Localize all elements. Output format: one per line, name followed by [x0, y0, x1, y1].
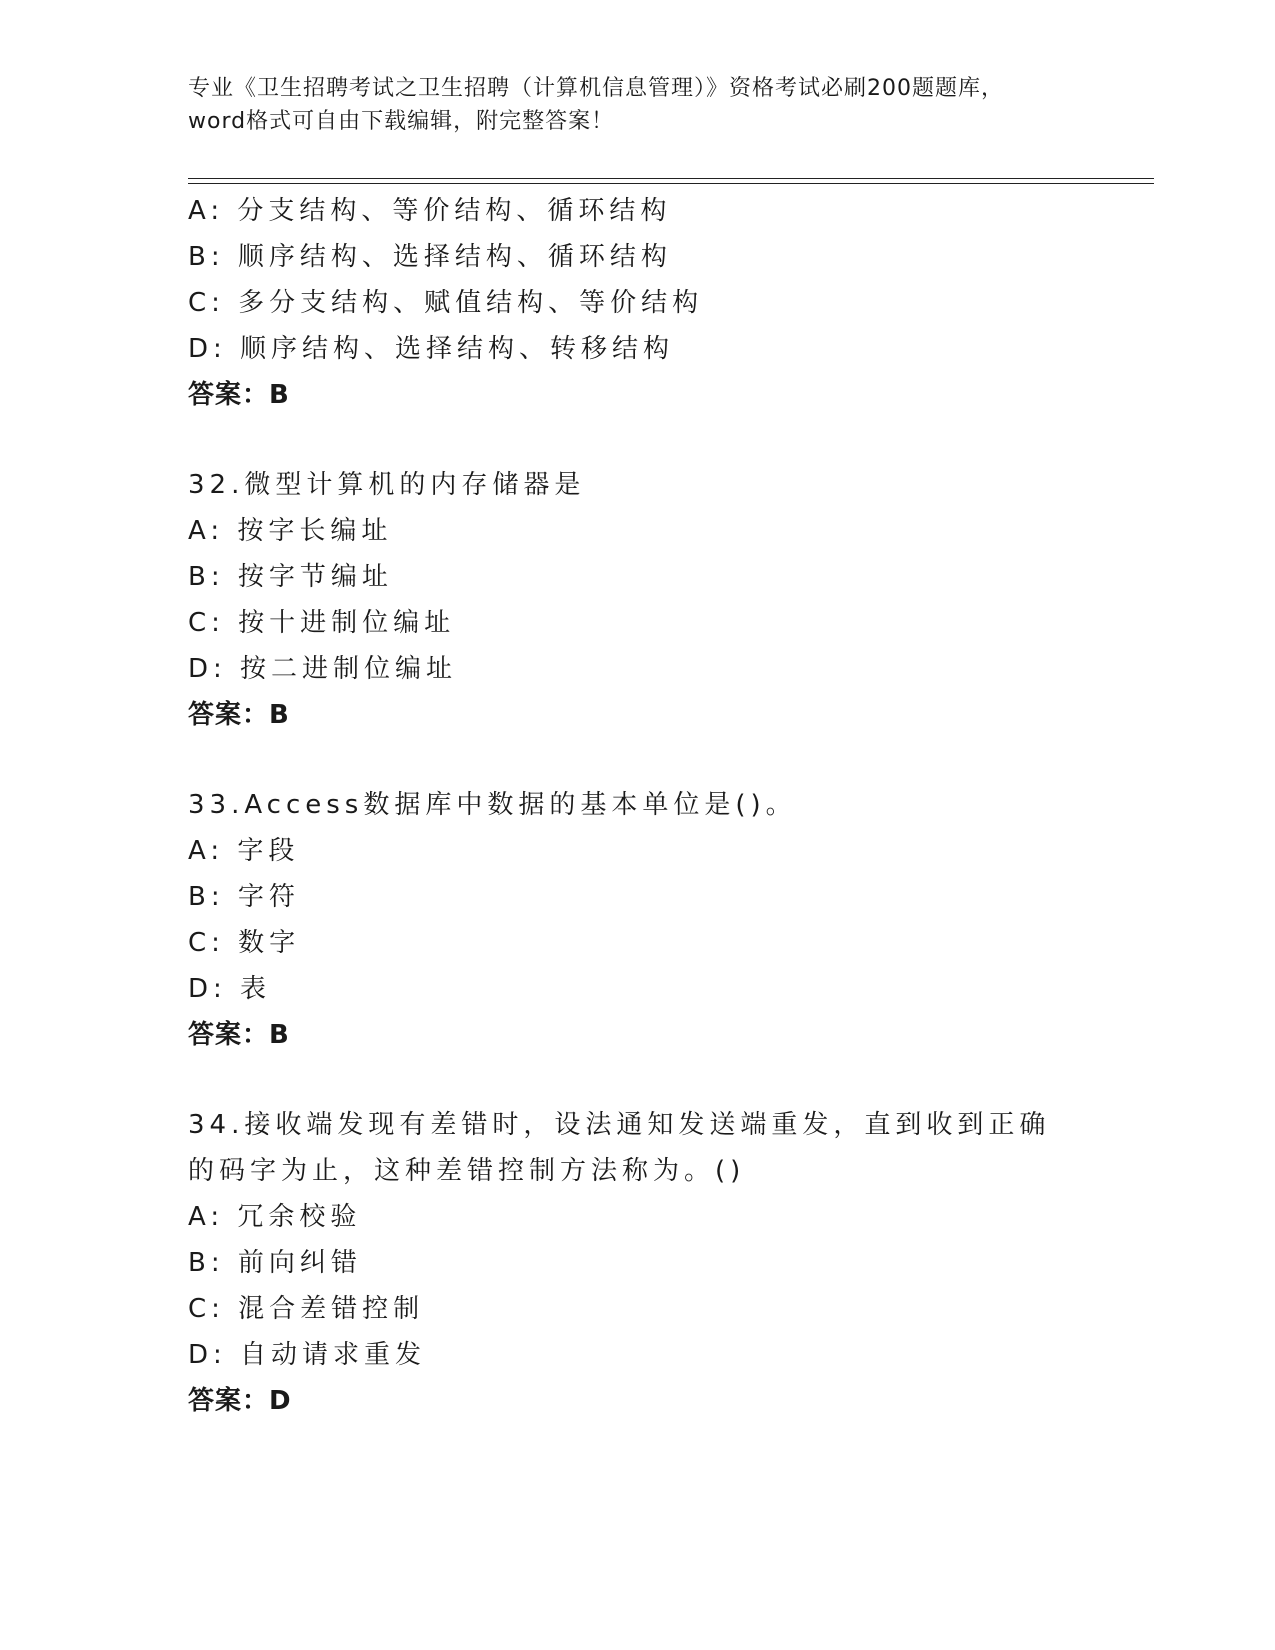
option-c: C: 数字 — [188, 928, 301, 958]
question-stem: 33.Access数据库中数据的基本单位是()。 — [188, 790, 797, 820]
question-stem: 32.微型计算机的内存储器是 — [188, 470, 586, 500]
answer: 答案：B — [188, 700, 290, 730]
header-divider-bottom — [188, 183, 1154, 184]
option-b: B: 前向纠错 — [188, 1248, 362, 1278]
option-a: A: 字段 — [188, 836, 300, 866]
option-a: A: 按字长编址 — [188, 516, 393, 546]
question-34 — [188, 1102, 1088, 1424]
option-b: B: 顺序结构、选择结构、循环结构 — [188, 242, 672, 272]
question-33 — [188, 782, 1088, 1058]
option-d: D: 表 — [188, 974, 272, 1004]
option-d: D: 顺序结构、选择结构、转移结构 — [188, 334, 675, 364]
option-a: A: 分支结构、等价结构、循环结构 — [188, 196, 672, 226]
question-32 — [188, 462, 1088, 738]
header-line-1: 专业《卫生招聘考试之卫生招聘（计算机信息管理）》资格考试必刷200题题库， — [188, 76, 1004, 101]
header-divider-top — [188, 178, 1154, 179]
option-a: A: 冗余校验 — [188, 1202, 362, 1232]
question-stem: 34.接收端发现有差错时，设法通知发送端重发，直到收到正确的码字为止，这种差错控制方法称为。() — [188, 1110, 1051, 1186]
option-c: C: 混合差错控制 — [188, 1294, 425, 1324]
document-header — [188, 72, 1088, 138]
option-c: C: 多分支结构、赋值结构、等价结构 — [188, 288, 704, 318]
answer: 答案：D — [188, 1386, 292, 1416]
option-d: D: 按二进制位编址 — [188, 654, 458, 684]
header-line-2: word格式可自由下载编辑，附完整答案！ — [188, 109, 615, 134]
question-list — [188, 188, 1088, 1424]
option-d: D: 自动请求重发 — [188, 1340, 427, 1370]
answer: 答案：B — [188, 1020, 290, 1050]
question-31-continued — [188, 188, 1088, 418]
option-c: C: 按十进制位编址 — [188, 608, 456, 638]
option-b: B: 按字节编址 — [188, 562, 393, 592]
option-b: B: 字符 — [188, 882, 300, 912]
answer: 答案：B — [188, 380, 290, 410]
